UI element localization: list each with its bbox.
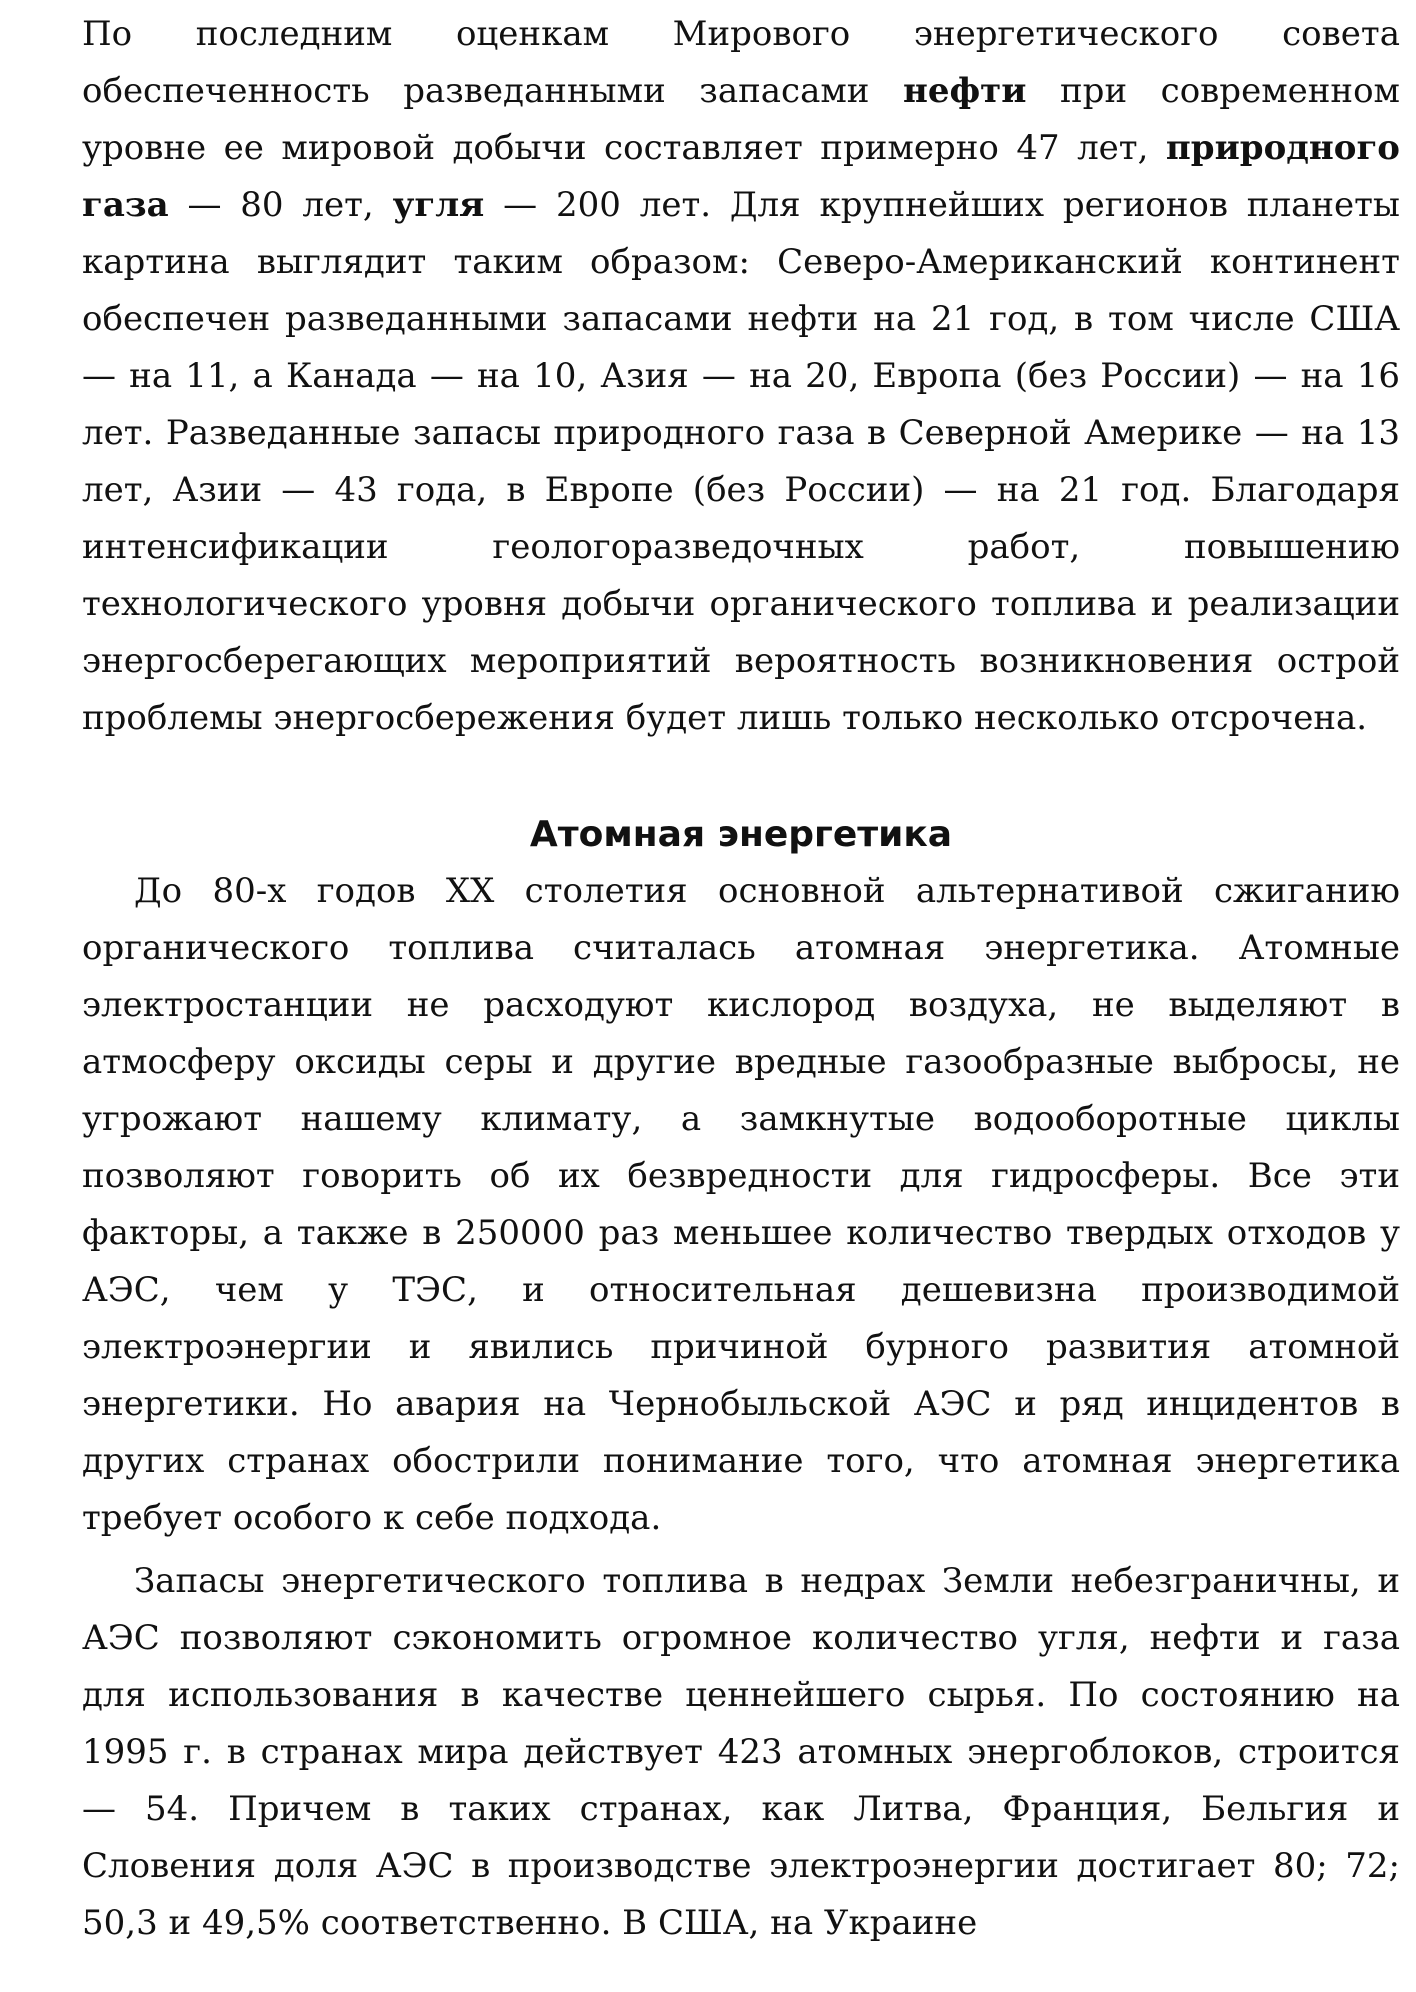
paragraph-nuclear-energy: До 80-х годов XX столетия основной альтернативой сжиганию органического топлива считалась атомная энергетика. Атомные электростанции не расходуют кислород воздуха, не выделяют в атмосферу оксиды серы и другие вредные газообразные выбросы, не угрожают нашему климату, а замкнутые водооборотные циклы позволяют говорить об их безвредности для гидросферы. Все эти факторы, а также в 250000 раз меньшее количество твердых отходов у АЭС, чем у ТЭС, и относительная дешевизна производимой электроэнергии и явились причиной бурного развития атомной энергетики. Но авария на Чернобыльской АЭС и ряд инцидентов в других странах обострили понимание того, что атомная энергетика требует особого к себе подхода. [82,871,1400,1538]
section-heading: Атомная энергетика [529,814,953,855]
bold-term-coal: угля [392,185,485,225]
text-run: — 200 лет. Для крупнейших регионов планеты картина выглядит таким образом: Северо-Американский континент обеспечен разведанными запасами нефти на 21 год, в том числе США — на 11, а Канада — на 10, Азия — на 20, Европа (без России) — на 16 лет. Разведанные запасы природного газа в Северной Америке — на 13 лет, Азии — 43 года, в Европе (без России) — на 21 год. Благодаря интенсификации геологоразведочных работ, повышению технологического уровня добычи органического топлива и реализации энергосберегающих мероприятий вероятность возникновения острой проблемы энергосбережения будет лишь только несколько отсрочена. [82,185,1400,738]
paragraph-energy-reserves [82,6,1400,747]
document-page [82,6,1400,1952]
text-run: По последним оценкам Мирового энергетического совета обеспеченность разведанными запасами [82,14,1400,111]
bold-term-oil: нефти [903,71,1027,111]
text-run: — 80 лет, [168,185,393,225]
paragraph-fuel-reserves: Запасы энергетического топлива в недрах Земли небезграничны, и АЭС позволяют сэкономить огромное количество угля, нефти и газа для использования в качестве ценнейшего сырья. По состоянию на 1995 г. в странах мира действует 423 атомных энергоблоков, строится — 54. Причем в таких странах, как Литва, Франция, Бельгия и Словения доля АЭС в производстве электроэнергии достигает 80; 72; 50,3 и 49,5% соответственно. В США, на Украине [82,1561,1400,1943]
bold-term-natural-gas: природного газа [82,128,1400,225]
text-run: при современном уровне ее мировой добычи составляет примерно 47 лет, [82,71,1401,168]
